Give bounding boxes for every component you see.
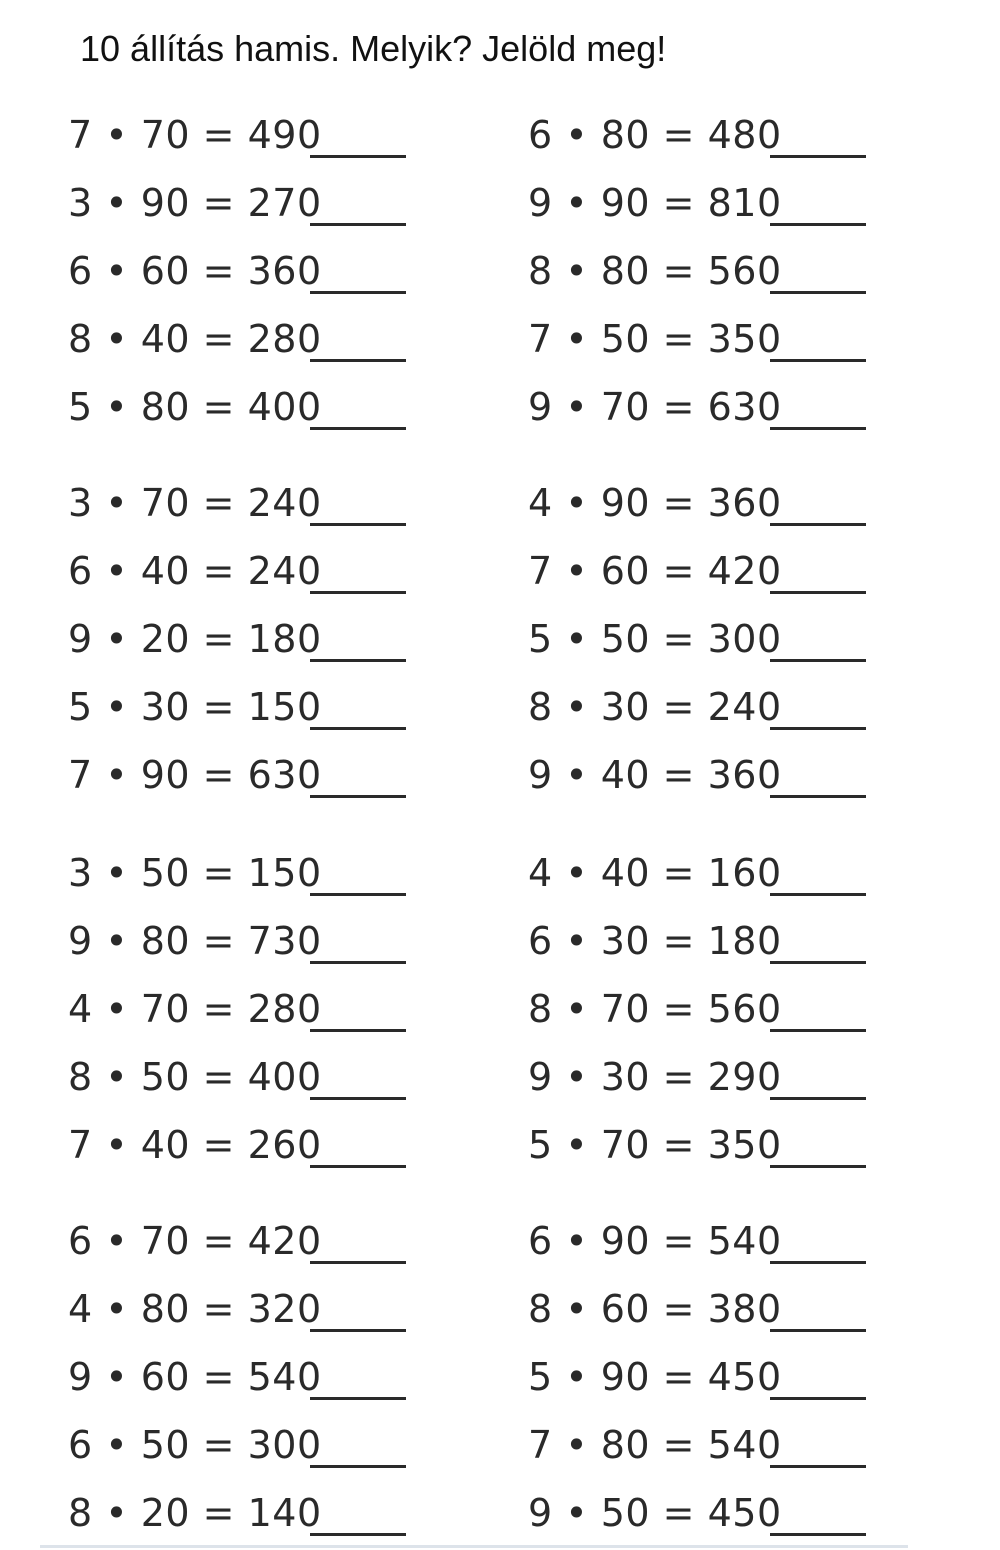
equation-row	[68, 110, 488, 160]
equation-text: 6 • 50 = 300	[68, 1423, 322, 1467]
answer-blank[interactable]	[310, 1533, 406, 1536]
equation-text: 7 • 40 = 260	[68, 1123, 322, 1167]
equation-text: 4 • 70 = 280	[68, 987, 322, 1031]
answer-blank[interactable]	[310, 155, 406, 158]
equation-row	[528, 546, 948, 596]
equation-row	[68, 1352, 488, 1402]
answer-blank[interactable]	[770, 1465, 866, 1468]
equation-row	[68, 382, 488, 432]
equation-text: 3 • 70 = 240	[68, 481, 322, 525]
equation-row	[68, 1284, 488, 1334]
answer-blank[interactable]	[770, 155, 866, 158]
equation-text: 9 • 20 = 180	[68, 617, 322, 661]
answer-blank[interactable]	[770, 291, 866, 294]
answer-blank[interactable]	[310, 659, 406, 662]
equation-row	[528, 1420, 948, 1470]
equation-row	[528, 1216, 948, 1266]
equation-text: 7 • 80 = 540	[528, 1423, 782, 1467]
answer-blank[interactable]	[770, 223, 866, 226]
answer-blank[interactable]	[770, 359, 866, 362]
equation-row	[528, 682, 948, 732]
equation-row	[528, 750, 948, 800]
answer-blank[interactable]	[310, 961, 406, 964]
equation-row	[68, 246, 488, 296]
answer-blank[interactable]	[770, 893, 866, 896]
equation-row	[528, 1352, 948, 1402]
equation-text: 8 • 50 = 400	[68, 1055, 322, 1099]
equation-text: 8 • 30 = 240	[528, 685, 782, 729]
equation-text: 8 • 60 = 380	[528, 1287, 782, 1331]
equation-row	[528, 614, 948, 664]
worksheet-title: 10 állítás hamis. Melyik? Jelöld meg!	[80, 28, 667, 69]
equation-text: 9 • 50 = 450	[528, 1491, 782, 1535]
answer-blank[interactable]	[310, 1029, 406, 1032]
equation-row	[68, 1052, 488, 1102]
equation-row	[528, 984, 948, 1034]
equation-row	[528, 314, 948, 364]
equation-text: 9 • 40 = 360	[528, 753, 782, 797]
answer-blank[interactable]	[770, 1097, 866, 1100]
equation-row	[68, 984, 488, 1034]
answer-blank[interactable]	[770, 727, 866, 730]
answer-blank[interactable]	[770, 1533, 866, 1536]
equation-text: 3 • 90 = 270	[68, 181, 322, 225]
answer-blank[interactable]	[310, 291, 406, 294]
equation-text: 7 • 90 = 630	[68, 753, 322, 797]
equation-text: 6 • 60 = 360	[68, 249, 322, 293]
equation-text: 7 • 50 = 350	[528, 317, 782, 361]
equation-row	[68, 614, 488, 664]
equation-row	[68, 478, 488, 528]
answer-blank[interactable]	[770, 1397, 866, 1400]
equation-row	[68, 546, 488, 596]
equation-row	[68, 682, 488, 732]
equation-text: 5 • 90 = 450	[528, 1355, 782, 1399]
answer-blank[interactable]	[770, 659, 866, 662]
answer-blank[interactable]	[310, 1097, 406, 1100]
answer-blank[interactable]	[310, 1165, 406, 1168]
answer-blank[interactable]	[310, 893, 406, 896]
equation-row	[68, 314, 488, 364]
equation-row	[528, 1284, 948, 1334]
equation-text: 9 • 80 = 730	[68, 919, 322, 963]
answer-blank[interactable]	[310, 1329, 406, 1332]
equation-row	[528, 246, 948, 296]
equation-text: 4 • 40 = 160	[528, 851, 782, 895]
equation-text: 6 • 30 = 180	[528, 919, 782, 963]
answer-blank[interactable]	[310, 1397, 406, 1400]
answer-blank[interactable]	[770, 795, 866, 798]
answer-blank[interactable]	[770, 427, 866, 430]
equation-row	[528, 1052, 948, 1102]
equation-text: 4 • 90 = 360	[528, 481, 782, 525]
answer-blank[interactable]	[310, 359, 406, 362]
equation-row	[68, 916, 488, 966]
equation-text: 6 • 70 = 420	[68, 1219, 322, 1263]
equation-text: 5 • 50 = 300	[528, 617, 782, 661]
answer-blank[interactable]	[310, 523, 406, 526]
answer-blank[interactable]	[310, 223, 406, 226]
equation-row	[528, 382, 948, 432]
answer-blank[interactable]	[310, 1465, 406, 1468]
answer-blank[interactable]	[310, 427, 406, 430]
equation-row	[528, 110, 948, 160]
equation-text: 6 • 90 = 540	[528, 1219, 782, 1263]
equation-row	[528, 1120, 948, 1170]
answer-blank[interactable]	[310, 1261, 406, 1264]
equation-row	[68, 1488, 488, 1538]
equation-row	[68, 1420, 488, 1470]
equation-text: 9 • 60 = 540	[68, 1355, 322, 1399]
equation-row	[528, 1488, 948, 1538]
answer-blank[interactable]	[770, 1165, 866, 1168]
equation-row	[528, 478, 948, 528]
answer-blank[interactable]	[310, 591, 406, 594]
equation-row	[68, 1120, 488, 1170]
equation-text: 8 • 20 = 140	[68, 1491, 322, 1535]
answer-blank[interactable]	[310, 727, 406, 730]
equation-text: 6 • 40 = 240	[68, 549, 322, 593]
equation-text: 9 • 70 = 630	[528, 385, 782, 429]
equation-text: 5 • 80 = 400	[68, 385, 322, 429]
equation-text: 8 • 70 = 560	[528, 987, 782, 1031]
equation-text: 7 • 60 = 420	[528, 549, 782, 593]
equation-text: 3 • 50 = 150	[68, 851, 322, 895]
answer-blank[interactable]	[770, 1029, 866, 1032]
answer-blank[interactable]	[770, 961, 866, 964]
equation-text: 8 • 80 = 560	[528, 249, 782, 293]
answer-blank[interactable]	[770, 523, 866, 526]
equation-text: 9 • 90 = 810	[528, 181, 782, 225]
answer-blank[interactable]	[770, 1329, 866, 1332]
bottom-divider	[40, 1545, 908, 1548]
equation-row	[68, 848, 488, 898]
equation-text: 4 • 80 = 320	[68, 1287, 322, 1331]
equation-text: 6 • 80 = 480	[528, 113, 782, 157]
answer-blank[interactable]	[770, 1261, 866, 1264]
equation-text: 5 • 70 = 350	[528, 1123, 782, 1167]
equation-row	[528, 916, 948, 966]
answer-blank[interactable]	[310, 795, 406, 798]
equation-row	[528, 178, 948, 228]
equation-text: 9 • 30 = 290	[528, 1055, 782, 1099]
equation-row	[68, 750, 488, 800]
equation-text: 7 • 70 = 490	[68, 113, 322, 157]
equation-row	[68, 1216, 488, 1266]
equation-text: 5 • 30 = 150	[68, 685, 322, 729]
equation-row	[68, 178, 488, 228]
equation-row	[528, 848, 948, 898]
answer-blank[interactable]	[770, 591, 866, 594]
equation-text: 8 • 40 = 280	[68, 317, 322, 361]
